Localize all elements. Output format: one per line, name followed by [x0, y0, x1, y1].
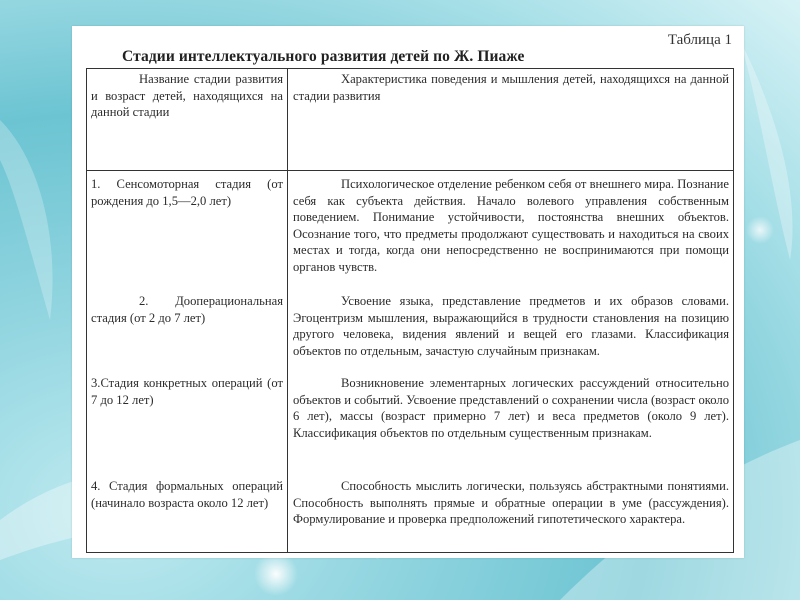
- table-caption: Таблица 1: [667, 32, 732, 48]
- row-stage-2: 2. Дооперациональная стадия (от 2 до 7 лет): [91, 294, 283, 325]
- document-title: Стадии интеллектуального развития детей по Ж. Пиаже: [122, 48, 525, 65]
- row-description-4: Способность мыслить логически, пользуясь абстрактными понятиями. Способность выполнять прямые и обратные операции в уме (рассуждения). Формулирование и проверка предположений гипотетического характера.: [293, 479, 729, 527]
- header-divider: [87, 170, 733, 171]
- row-stage-4: 4. Стадия формальных операций (начинало возраста около 12 лет): [91, 479, 283, 510]
- column-divider: [287, 69, 288, 552]
- row-stage-1: 1. Сенсомоторная стадия (от рождения до 1,5—2,0 лет): [91, 177, 283, 208]
- row-description-2: Усвоение языка, представление предметов и их образов словами. Эгоцентризм мышления, выражающийся в трудности становления на позицию другого человека, видения явлений и вещей его глазами. Классификация объектов по отдельным, зачастую случайным признакам.: [293, 294, 729, 358]
- row-stage-3: 3.Стадия конкретных операций (от 7 до 12 лет): [91, 376, 283, 407]
- row-description-1: Психологическое отделение ребенком себя от внешнего мира. Познание себя как субъекта действия. Начало волевого управления собственным поведением. Понимание устойчивости, постоянства внешних объектов. Осознание того, что предметы продолжают существовать и находиться на своих местах и тогда, когда они непосредственно не воспринимаются при помощи органов чувств.: [293, 177, 729, 274]
- row-description-3: Возникновение элементарных логических рассуждений относительно объектов и событий. Усвоение представлений о сохранении числа (возраст около 6 лет), массы (возраст примерно 7 лет) и веса предметов (около 9 лет). Классификация объектов по отдельным существенным признакам.: [293, 376, 729, 440]
- stages-table: [86, 68, 734, 553]
- document-sheet: [72, 26, 744, 558]
- header-characteristics: Характеристика поведения и мышления детей, находящихся на данной стадии развития: [293, 72, 729, 103]
- header-stage-name: Название стадии развития и возраст детей, находящихся на данной стадии: [91, 72, 283, 120]
